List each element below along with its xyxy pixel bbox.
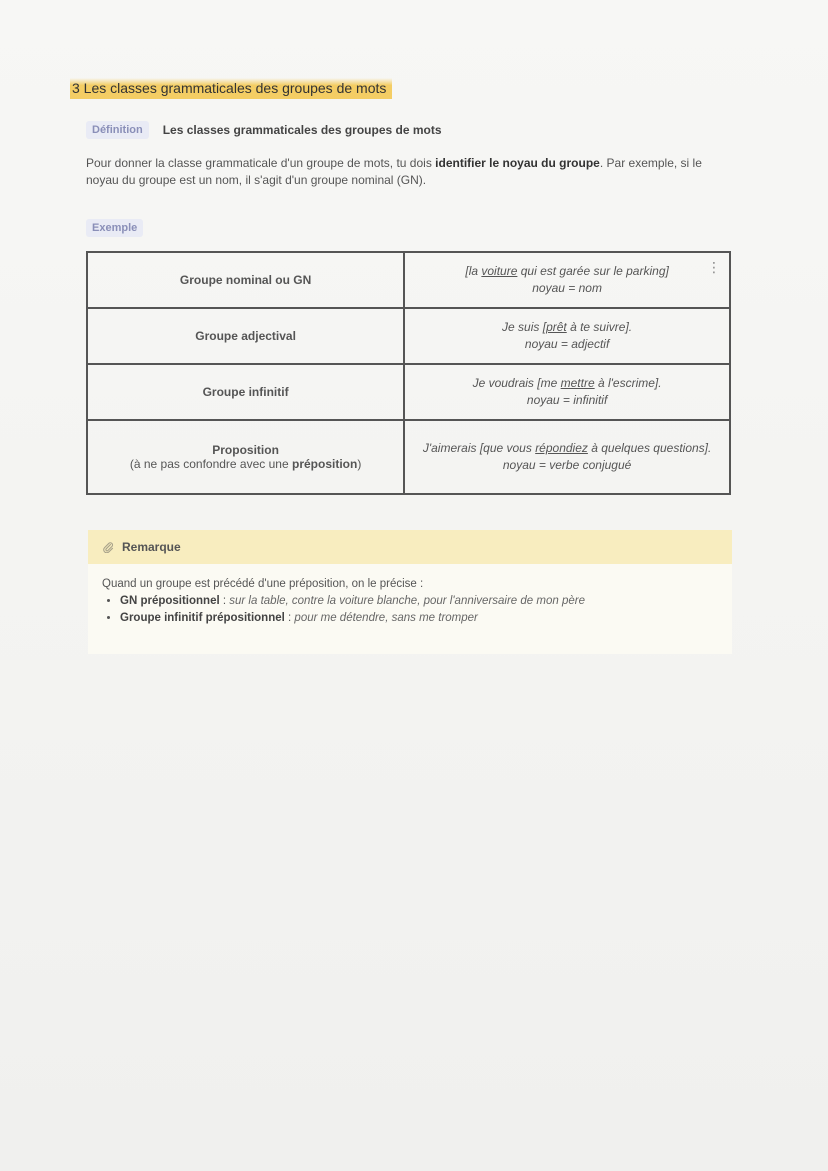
list-item-sep: : <box>219 595 230 607</box>
definition-text-end: . Par exemple, si le noyau du groupe est un nom, il s'agit d'un groupe nominal (GN). <box>86 156 702 187</box>
example-text: qui est garée sur le parking] <box>517 264 669 278</box>
row-example <box>404 308 730 364</box>
list-item-term: GN prépositionnel <box>120 595 220 607</box>
remark-list <box>102 593 732 627</box>
list-item-sep: : <box>284 612 295 624</box>
remark-intro: Quand un groupe est précédé d'une préposition, on le précise : <box>102 578 424 590</box>
row-label <box>87 420 404 494</box>
definition-header <box>86 121 442 139</box>
example-text: à l'escrime]. <box>594 376 662 390</box>
example-text: Je suis [ <box>502 320 547 334</box>
example-text: à te suivre]. <box>566 320 633 334</box>
table-row <box>87 420 730 494</box>
definition-text-bold: identifier le noyau du groupe <box>435 156 600 170</box>
row-label-sub-text: (à ne pas confondre avec une <box>129 457 292 471</box>
list-item-term: Groupe infinitif prépositionnel <box>120 612 285 624</box>
row-label: Groupe nominal ou GN <box>87 252 404 308</box>
example-noyau-label: noyau = infinitif <box>526 393 608 407</box>
example-text: à quelques questions]. <box>587 441 712 455</box>
table-row <box>87 364 730 420</box>
row-label-sub-text: ) <box>357 457 362 471</box>
example-text: Je voudrais [me <box>472 376 561 390</box>
definition-title: Les classes grammaticales des groupes de mots <box>162 123 442 137</box>
example-text: J'aimerais [que vous <box>422 441 536 455</box>
example-noyau: mettre <box>560 376 595 390</box>
row-example <box>404 420 730 494</box>
list-item <box>120 610 732 627</box>
row-example <box>404 252 730 308</box>
example-noyau-label: noyau = adjectif <box>524 337 610 351</box>
example-noyau-label: noyau = nom <box>532 281 602 295</box>
remark-body <box>88 564 732 627</box>
row-label-title: Proposition <box>212 443 279 457</box>
definition-text-start: Pour donner la classe grammaticale d'un groupe de mots, tu dois <box>86 156 436 170</box>
row-label: Groupe adjectival <box>87 308 404 364</box>
table-row <box>87 252 730 308</box>
definition-tag: Définition <box>86 121 149 139</box>
example-tag: Exemple <box>86 219 143 237</box>
row-example <box>404 364 730 420</box>
row-label: Groupe infinitif <box>87 364 404 420</box>
list-item-example: pour me détendre, sans me tromper <box>294 612 478 624</box>
paperclip-icon <box>102 541 114 553</box>
definition-text <box>86 155 726 189</box>
example-noyau-label: noyau = verbe conjugué <box>502 458 632 472</box>
list-item <box>120 593 732 610</box>
example-noyau: prêt <box>546 320 567 334</box>
row-label-sub <box>89 457 402 471</box>
example-noyau: voiture <box>481 264 518 278</box>
example-tag-wrap <box>86 218 143 236</box>
remark-box <box>88 530 732 654</box>
list-item-example: sur la table, contre la voiture blanche, pour l'anniversaire de mon père <box>229 595 585 607</box>
examples-table <box>86 251 731 495</box>
example-text: [la <box>465 264 482 278</box>
table-row <box>87 308 730 364</box>
more-options-icon[interactable]: ⋮ <box>707 259 721 275</box>
section-title: 3 Les classes grammaticales des groupes de mots <box>70 78 392 99</box>
example-noyau: répondiez <box>535 441 588 455</box>
remark-title: Remarque <box>122 540 181 554</box>
row-label-sub-bold: préposition <box>291 457 358 471</box>
remark-header <box>88 530 732 564</box>
